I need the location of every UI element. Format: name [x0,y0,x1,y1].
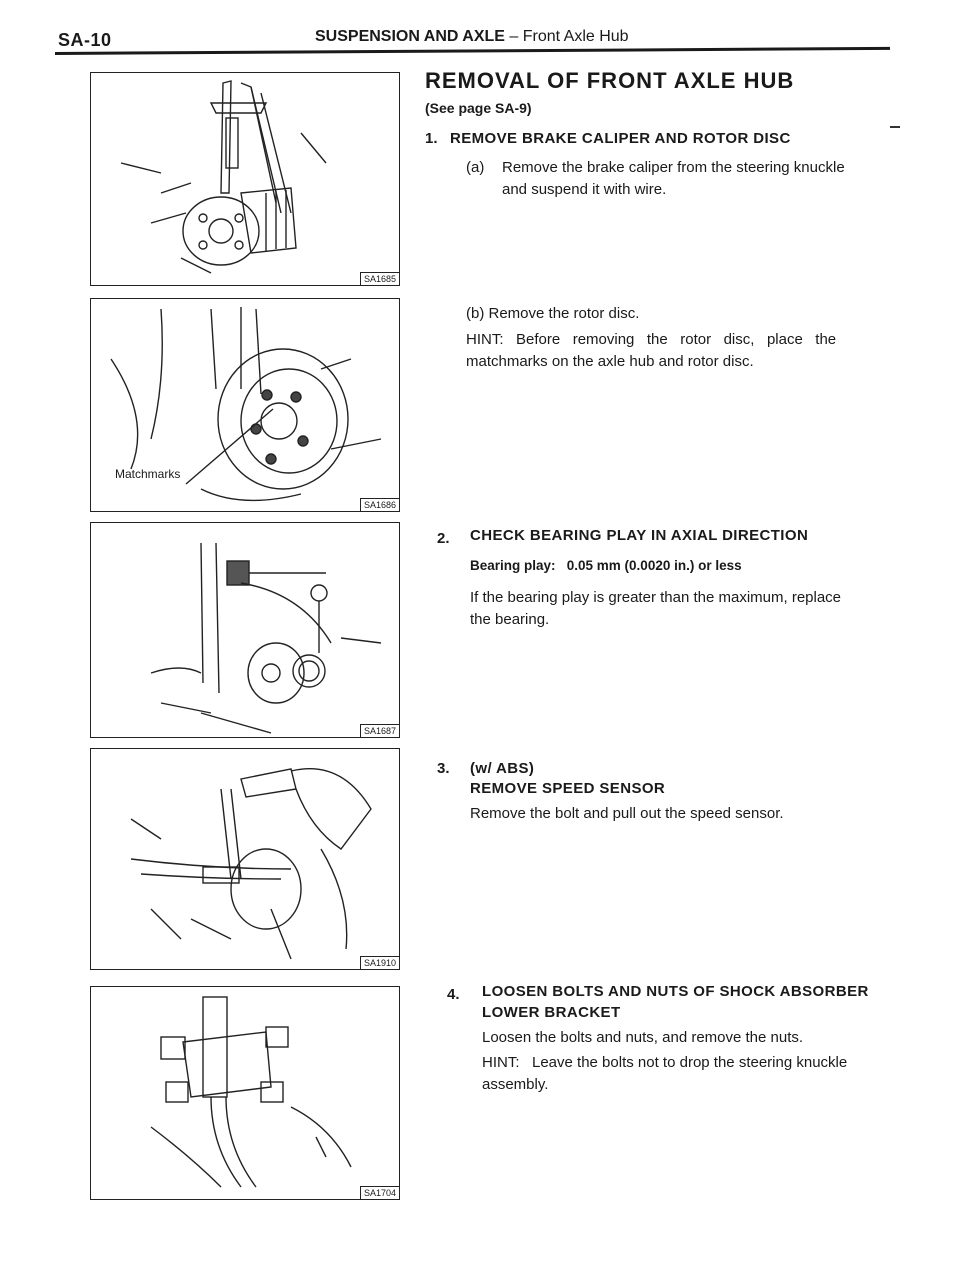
figure-speed-sensor [90,748,400,970]
step-3-heading-line1: (w/ ABS) [470,760,535,777]
step-1a-line2: and suspend it with wire. [502,181,667,198]
step-1-hint-line2: matchmarks on the axle hub and rotor disc. [466,353,754,370]
step-2-body-line1: If the bearing play is greater than the maximum, replace [470,589,842,606]
dial-indicator-illustration [91,523,399,737]
step-2-number: 2. [437,530,450,547]
step-2-body-line2: the bearing. [470,611,550,628]
step-1a-line1: Remove the brake caliper from the steering knuckle [502,159,845,176]
matchmarks-label: Matchmarks [115,467,181,481]
step-4-hint-line1: HINT: Leave the bolts not to drop the steering knuckle [482,1054,848,1071]
figure-shock-absorber-bracket [90,986,400,1200]
figure-code: SA1685 [360,272,400,286]
step-1-hint-line1: HINT: Before removing the rotor disc, place the [466,331,837,348]
header-title [315,28,629,46]
step-1-heading: REMOVE BRAKE CALIPER AND ROTOR DISC [450,130,791,147]
caliper-illustration [91,73,399,285]
figure-caliper [90,72,400,286]
header-rule [55,47,890,55]
header-title-section: SUSPENSION AND AXLE [315,28,505,45]
step-4-heading-line1: LOOSEN BOLTS AND NUTS OF SHOCK ABSORBER [482,983,869,1000]
figure-code: SA1686 [360,498,400,512]
page-title: REMOVAL OF FRONT AXLE HUB [425,68,795,93]
figure-code: SA1910 [360,956,400,970]
bearing-play-spec: Bearing play: 0.05 mm (0.0020 in.) or less [470,558,742,573]
step-1a-label: (a) [466,159,485,176]
step-1b: (b) Remove the rotor disc. [466,305,640,322]
figure-code: SA1704 [360,1186,400,1200]
step-3-number: 3. [437,760,450,777]
step-4-number: 4. [447,986,460,1003]
step-2-heading: CHECK BEARING PLAY IN AXIAL DIRECTION [470,527,809,544]
figure-code: SA1687 [360,724,400,738]
shock-absorber-illustration [91,987,399,1199]
step-3-heading-line2: REMOVE SPEED SENSOR [470,780,666,797]
step-4-hint-line2: assembly. [482,1076,549,1093]
header-title-subsection: – Front Axle Hub [504,28,629,45]
page-code: SA-10 [58,30,112,50]
figure-rotor-matchmarks [90,298,400,512]
figure-dial-indicator [90,522,400,738]
step-4-heading-line2: LOWER BRACKET [482,1004,621,1021]
step-4-body: Loosen the bolts and nuts, and remove the nuts. [482,1029,804,1046]
step-1-number: 1. [425,130,438,147]
step-3-body: Remove the bolt and pull out the speed sensor. [470,805,784,822]
see-page-reference: (See page SA-9) [425,100,532,116]
speed-sensor-illustration [91,749,399,969]
margin-dash [890,126,900,128]
